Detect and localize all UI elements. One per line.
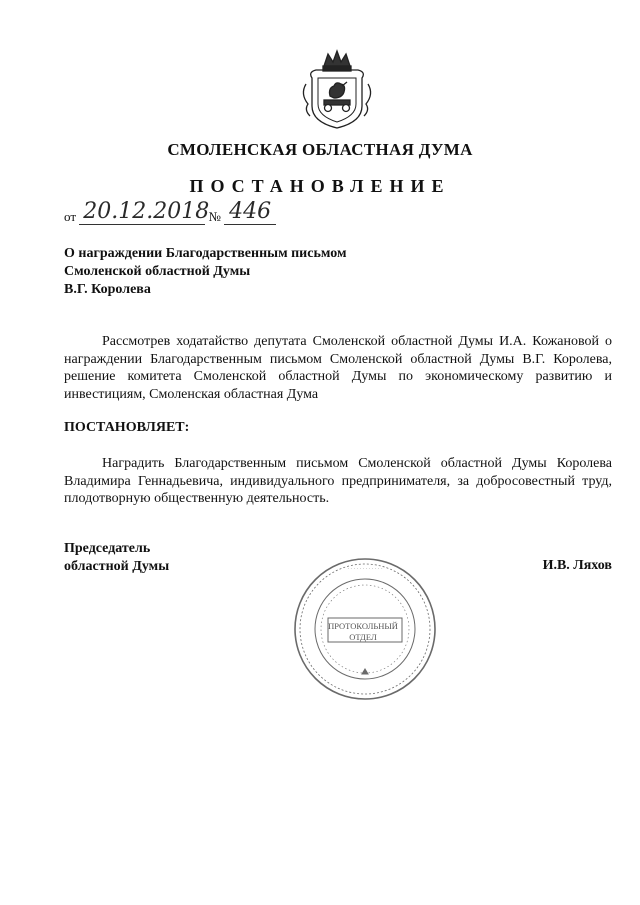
stamp-line: ОТДЕЛ xyxy=(349,632,377,642)
decision-paragraph: Наградить Благодарственным письмом Смоленской областной Думы Королева Владимира Геннадьевича, индивидуального предпринимателя, за добросовестный труд, плодотворную общественную деятельность. xyxy=(64,456,612,506)
decree-heading: ПОСТАНОВЛЯЕТ: xyxy=(64,420,190,435)
position-line: областной Думы xyxy=(64,559,170,574)
organization-name: СМОЛЕНСКАЯ ОБЛАСТНАЯ ДУМА xyxy=(167,140,473,159)
number-label: № xyxy=(208,209,221,224)
coat-of-arms-emblem xyxy=(298,48,376,130)
signatory-position xyxy=(64,540,169,576)
position-line: Председатель xyxy=(64,541,151,556)
title-line: Смоленской областной Думы xyxy=(64,264,251,279)
preamble-paragraph: Рассмотрев ходатайство депутата Смоленской областной Думы И.А. Кожановой о награждении Благодарственным письмом Смоленской областной Думы В.Г. Королева, решение комитета Смоленской областной Думы по экономическому развитию и инвестициям, Смоленская областная Дума xyxy=(64,334,612,402)
svg-text:· · · · · · · · · · · ·: · · · · · · · · · · · · xyxy=(347,566,383,572)
document-title xyxy=(64,245,346,299)
date-number-line xyxy=(64,200,276,230)
handwritten-number: 446 xyxy=(224,200,276,225)
signatory-name: И.В. Ляхов xyxy=(542,558,612,573)
from-label: от xyxy=(64,209,77,224)
title-line: О награждении Благодарственным письмом xyxy=(64,246,347,261)
handwritten-date: 20.12.2018 xyxy=(79,200,205,225)
document-type-heading: ПОСТАНОВЛЕНИЕ xyxy=(189,176,451,196)
stamp-text xyxy=(328,621,398,643)
stamp-line: ПРОТОКОЛЬНЫЙ xyxy=(328,621,398,631)
title-line: В.Г. Королева xyxy=(64,282,151,297)
